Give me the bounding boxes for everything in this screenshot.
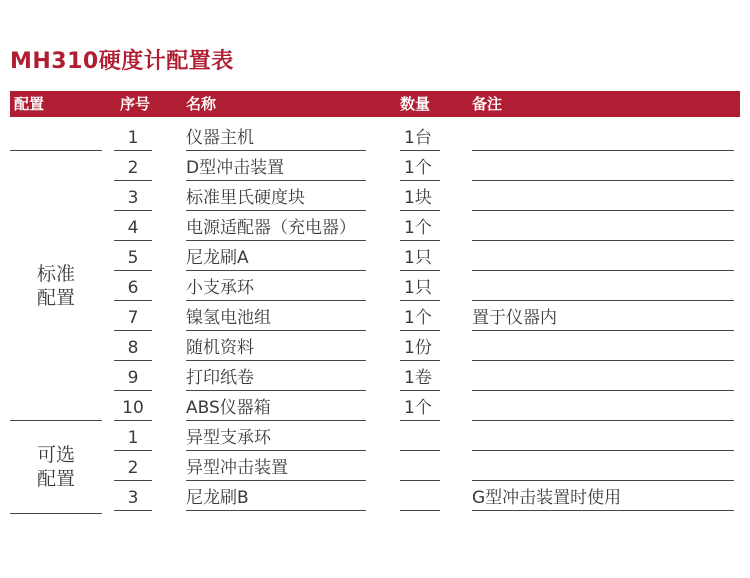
cell-seq: 2: [114, 451, 152, 481]
group-optional-line1: 可选: [36, 444, 75, 466]
group-standard-line2: 配置: [36, 286, 75, 309]
cell-seq: 5: [114, 241, 152, 271]
cell-name: 镍氢电池组: [186, 301, 366, 331]
cell-qty: 1个: [400, 211, 440, 241]
cell-qty: 1只: [400, 271, 440, 301]
table-header: [10, 91, 740, 117]
cell-qty: 1个: [400, 301, 440, 331]
group-optional-line2: 配置: [36, 468, 75, 490]
header-qty: 数量: [400, 95, 431, 113]
cell-qty: 1个: [400, 391, 440, 421]
cell-name: 小支承环: [186, 271, 366, 301]
cell-note: [472, 361, 734, 391]
cell-note: [472, 181, 734, 211]
cell-qty: 1份: [400, 331, 440, 361]
header-config: 配置: [14, 95, 45, 113]
cell-name: 电源适配器（充电器）: [186, 211, 366, 241]
cell-name: 异型支承环: [186, 421, 366, 451]
cell-name: D型冲击装置: [186, 151, 366, 181]
page-title: MH310硬度计配置表: [10, 49, 234, 74]
header-note: 备注: [472, 95, 503, 113]
cell-seq: 8: [114, 331, 152, 361]
group-standard: [10, 121, 102, 151]
cell-qty: [400, 451, 440, 481]
header-seq: 序号: [120, 95, 151, 113]
cell-note: [472, 241, 734, 271]
cell-qty: [400, 421, 440, 451]
cell-name: ABS仪器箱: [186, 391, 366, 421]
cell-name: 尼龙刷A: [186, 241, 366, 271]
cell-note: 置于仪器内: [472, 301, 734, 331]
group-optional-label: [10, 421, 102, 514]
cell-seq: 6: [114, 271, 152, 301]
cell-seq: 7: [114, 301, 152, 331]
cell-qty: 1块: [400, 181, 440, 211]
cell-note: [472, 451, 734, 481]
cell-name: 随机资料: [186, 331, 366, 361]
cell-qty: 1个: [400, 151, 440, 181]
cell-qty: [400, 481, 440, 511]
cell-seq: 3: [114, 481, 152, 511]
cell-note: [472, 391, 734, 421]
cell-seq: 2: [114, 151, 152, 181]
cell-note: [472, 211, 734, 241]
cell-note: [472, 121, 734, 151]
cell-note: [472, 151, 734, 181]
cell-seq: 10: [114, 391, 152, 421]
group-standard-label: [10, 151, 102, 421]
cell-name: 仪器主机: [186, 121, 366, 151]
cell-name: 标准里氏硬度块: [186, 181, 366, 211]
cell-name: 异型冲击装置: [186, 451, 366, 481]
cell-note: [472, 421, 734, 451]
group-standard-line1: 标准: [36, 262, 75, 285]
cell-name: 打印纸卷: [186, 361, 366, 391]
cell-seq: 1: [114, 121, 152, 151]
cell-seq: 1: [114, 421, 152, 451]
cell-qty: 1卷: [400, 361, 440, 391]
cell-seq: 3: [114, 181, 152, 211]
cell-name: 尼龙刷B: [186, 481, 366, 511]
cell-qty: 1只: [400, 241, 440, 271]
cell-seq: 9: [114, 361, 152, 391]
cell-note: [472, 271, 734, 301]
header-name: 名称: [186, 95, 217, 113]
cell-seq: 4: [114, 211, 152, 241]
cell-note: [472, 331, 734, 361]
cell-note: G型冲击装置时使用: [472, 481, 734, 511]
cell-qty: 1台: [400, 121, 440, 151]
